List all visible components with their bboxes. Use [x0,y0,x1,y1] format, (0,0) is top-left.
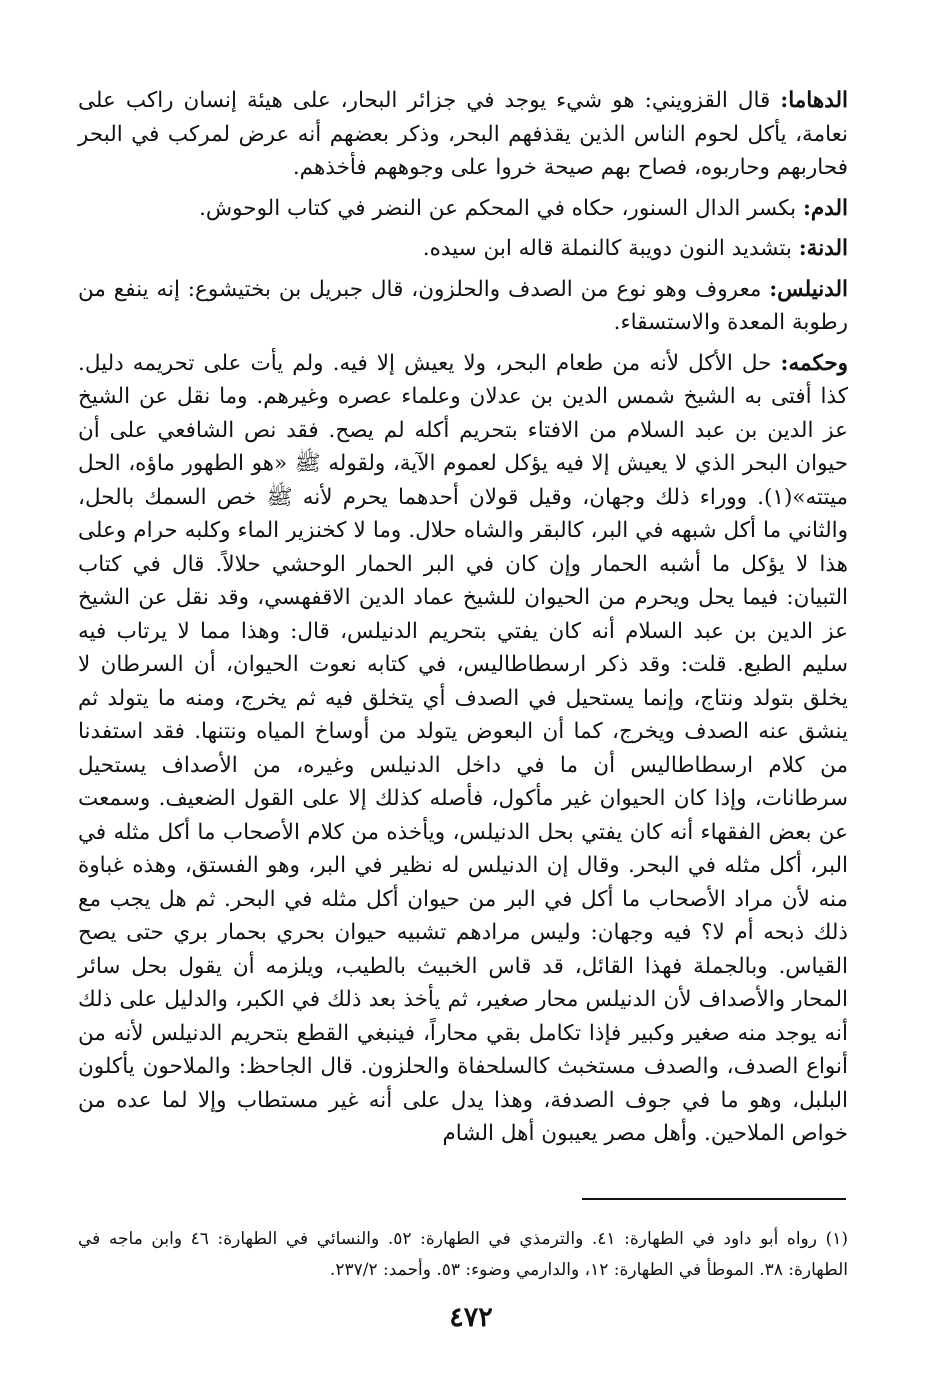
footnote-separator [582,1198,846,1200]
entry-heading: الدم: [802,195,848,221]
entry-dinna [78,232,848,266]
entry-heading: الدهاما: [780,88,848,113]
entry-dahama [78,84,848,185]
entry-heading: وحكمه: [780,350,848,376]
entry-heading: الدنة: [798,236,848,261]
entry-text: بتشديد النون دويبة كالنملة قاله ابن سيده. [422,236,792,261]
entry-dunaylis [78,273,848,340]
footnote-1: (١) رواه أبو داود في الطهارة: ٤١. والترمذي في الطهارة: ٥٢. والنسائي في الطهارة: ٤٦ وابن ماجه في الطهارة: ٣٨. الموطأ في الطهارة: ١٢، والدارمي وضوء: ٥٣. وأحمد: ٢٣٧/٢. [78,1229,848,1280]
entry-text: حل الأكل لأنه من طعام البحر، ولا يعيش إلا فيه. ولم يأت على تحريمه دليل. كذا أفتى به الشيخ شمس الدين بن عدلان وعلماء عصره وغيرهم. وما نقل عن الشيخ عز الدين بن عبد السلام من الافتاء بتحريم أكله لم يصح. فقد نص الشافعي على أن حيوان البحر الذي لا يعيش إلا فيه يؤكل لعموم الآية، ولقوله ﷺ «هو الطهور ماؤه، الحل ميتته»(١). ووراء ذلك وجهان، وقيل قولان أحدهما يحرم لأنه ﷺ خص السمك بالحل، والثاني ما أكل شبهه في البر، كالبقر والشاه حلال. وما لا كخنزير الماء وكلبه حرام وعلى هذا لا يؤكل ما أشبه الحمار وإن كان في البر الحمار الوحشي حلالاً. قال في كتاب التبيان: فيما يحل ويحرم من الحيوان للشيخ عماد الدين الاقفهسي، وقد نقل عن الشيخ عز الدين بن عبد السلام أنه كان يفتي بتحريم الدنيلس، قال: وهذا مما لا يرتاب فيه سليم الطبع. قلت: وقد ذكر ارسطاطاليس، في كتابه نعوت الحيوان، أن السرطان لا يخلق بتولد ونتاج، وإنما يستحيل في الصدف أي يتخلق فيه ثم يخرج، ومنه ما يتولد ثم ينشق عنه الصدف ويخرج، كما أن البعوض يتولد من أوساخ المياه ونتنها. فقد استفدنا من كلام ارسطاطاليس أن ما في داخل الدنيلس وغيره، من الأصداف يستحيل سرطانات، وإذا كان الحيوان غير مأكول، فأصله كذلك إلا على القول الضعيف. وسمعت عن بعض الفقهاء أنه كان يفتي بحل الدنيلس، ويأخذه من كلام الأصحاب ما أكل مثله في البر، أكل مثله في البحر. وقال إن الدنيلس له نظير في البر، وهو الفستق، وهذه غباوة منه لأن مراد الأصحاب ما أكل في البر من حيوان أكل مثله في البحر. ثم هل يجب مع ذلك ذبحه أم لا؟ فيه وجهان: وليس مرادهم تشبيه حيوان بحري بحمار بري حتى يصح القياس. وبالجملة فهذا القائل، قد قاس الخبيث بالطيب، ويلزمه أن يقول بحل سائر المحار والأصداف لأن الدنيلس محار صغير، ثم يأخذ بعد ذلك في الكبر، والدليل على ذلك أنه يوجد منه صغير وكبير فإذا تكامل بقي محاراً، فينبغي القطع بتحريم الدنيلس لأنه من أنواع الصدف، والصدف مستخبث كالسلحفاة والحلزون. قال الجاحظ: والملاحون يأكلون البلبل، وهو ما في جوف الصدفة، وهذا يدل على أنه غير مستطاب وإلا لما عده من خواص الملاحين. وأهل مصر يعيبون أهل الشام [78,350,848,1146]
entry-ruling [78,347,848,1151]
footnotes [78,1224,848,1286]
page-number: ٤٧٢ [449,1302,493,1333]
entry-heading: الدنيلس: [769,276,848,302]
entry-dim [78,192,848,226]
entry-text: قال القزويني: هو شيء يوجد في جزائر البحار، على هيئة إنسان راكب على نعامة، يأكل لحوم الناس الذين يقذفهم البحر، وذكر بعضهم أنه عرض لمركب في البحر فحاربهم وحاربوه، فصاح بهم صيحة خروا على وجوههم فأخذهم. [78,88,848,180]
entry-text: معروف وهو نوع من الصدف والحلزون، قال جبريل بن بختيشوع: إنه ينفع من رطوبة المعدة والاستسقاء. [78,276,848,335]
entry-text: بكسر الدال السنور، حكاه في المحكم عن النضر في كتاب الوحوش. [199,195,797,221]
